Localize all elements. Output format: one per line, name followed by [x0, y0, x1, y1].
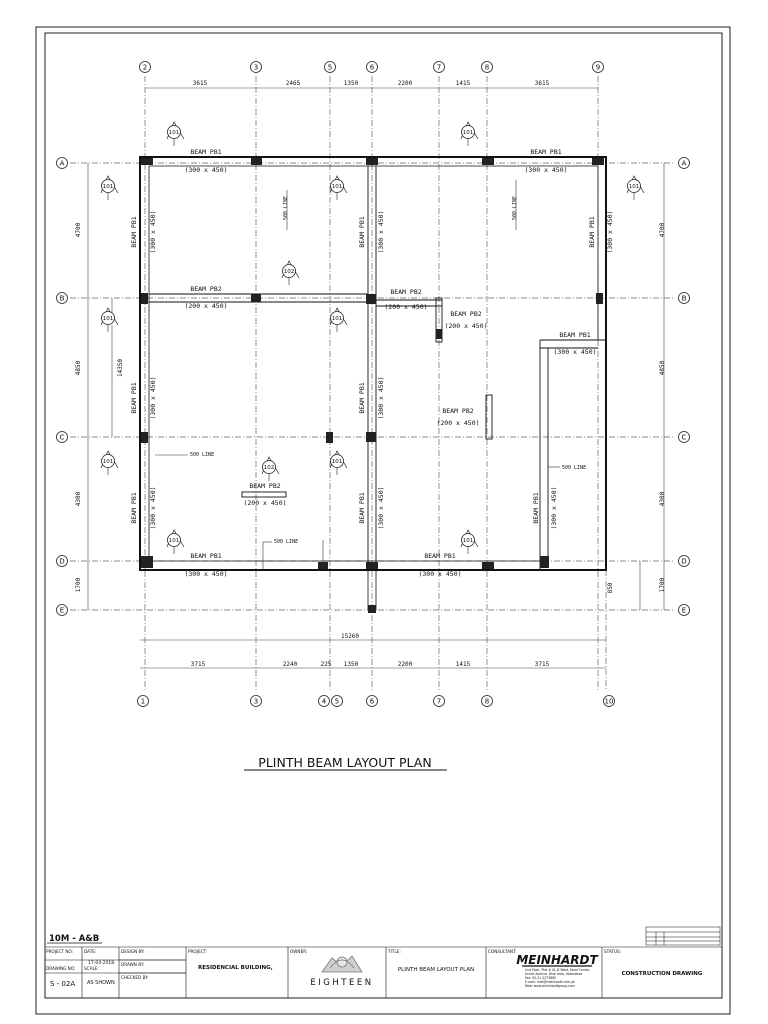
dim-top-3: 1350: [343, 80, 359, 87]
grid-bubble-bottom: [367, 696, 378, 707]
section-marker-label: 101: [102, 184, 114, 191]
section-marker: [262, 457, 279, 481]
grid-bubble-bottom: [332, 696, 343, 707]
owner-logo: [322, 956, 362, 972]
dim-bottom-7: 3715: [534, 661, 550, 668]
beam-outlines: [140, 157, 606, 610]
grid-bubble-row-right: [679, 605, 690, 616]
note-500-line: 500 LINE: [190, 452, 215, 458]
section-marker: [167, 530, 184, 554]
grid-bubble-row-right: [679, 293, 690, 304]
grid-bubble-top: [482, 62, 493, 73]
grid-bubble-row-right-label: E: [681, 606, 687, 615]
dim-right-2: 4850: [659, 360, 666, 376]
beam-size: (300 x 450): [149, 376, 157, 420]
line-notes: [190, 196, 586, 545]
beam-size: (300 x 450): [553, 348, 597, 356]
dim-bottom-1: 3715: [190, 661, 206, 668]
beam-label: BEAM PB1: [190, 148, 222, 156]
section-marker: [101, 176, 118, 200]
beam-label: BEAM PB2: [249, 482, 281, 490]
section-marker: [101, 451, 118, 475]
columns: [141, 158, 604, 613]
note-500-line: 500 LINE: [283, 195, 289, 221]
grid-bubble-top-label: 6: [369, 63, 375, 72]
beam-label: BEAM PB1: [130, 216, 138, 248]
status-label: STATUS:: [604, 949, 622, 954]
dim-bottom-6: 1415: [455, 661, 471, 668]
address-line: E-mail: mail@meinhardt.com.pk: [525, 980, 575, 984]
beam-size: (300 x 450): [184, 570, 228, 578]
date-label: DATE:: [84, 949, 97, 954]
grid-bubble-top: [434, 62, 445, 73]
top-grid-bubbles: [140, 62, 604, 73]
title-value: PLINTH BEAM LAYOUT PLAN: [397, 967, 475, 973]
address-line: Web: www.meinhardtgroup.com: [525, 984, 575, 988]
beam-size: (300 x 450): [377, 486, 385, 530]
beam-size: (300 x 450): [550, 486, 558, 530]
beam-label: BEAM PB1: [190, 552, 222, 560]
beam-label: BEAM PB2: [390, 288, 422, 296]
bottom-dimensions: [191, 633, 550, 668]
grid-bubble-row-right: [679, 158, 690, 169]
section-marker: [330, 451, 347, 475]
project-no-label: PROJECT NO:: [46, 949, 74, 954]
dim-left-4: 1700: [75, 577, 82, 593]
beam-label: BEAM PB2: [190, 285, 222, 293]
address-line: 2nd Floor, Plot # 41-D West, Fazal Centre,: [525, 968, 591, 972]
consultant-label: CONSULTANT:: [488, 949, 517, 954]
checked-by-label: CHECKED BY:: [121, 975, 149, 980]
section-marker-label: 101: [331, 316, 343, 323]
grid-bubble-bottom-label: 6: [369, 697, 375, 706]
grid-bubble-row-right: [679, 432, 690, 443]
grid-bubble-row-left-label: B: [59, 294, 65, 303]
section-marker-label: 101: [102, 459, 114, 466]
title-block-text: [46, 949, 703, 988]
beam-label: BEAM PB1: [588, 216, 596, 248]
beam-size: (300 x 450): [524, 166, 568, 174]
dim-right-1: 4700: [659, 222, 666, 238]
drawing-title: PLINTH BEAM LAYOUT PLAN: [258, 755, 432, 770]
section-marker-label: 101: [168, 130, 180, 137]
grid-bubble-row-left: [57, 432, 68, 443]
grid-bubble-row-left: [57, 293, 68, 304]
section-marker: [330, 308, 347, 332]
dim-left-2: 4850: [75, 360, 82, 376]
beam-size: (200 x 450): [444, 322, 488, 330]
grid-bubble-top: [367, 62, 378, 73]
dim-left-extra: 14350: [117, 358, 124, 378]
title-block: [45, 947, 722, 998]
address-line: Fax: 92-51-2273885: [525, 976, 557, 980]
grid-bubble-row-right: [679, 556, 690, 567]
grid-bubble-bottom: [251, 696, 262, 707]
beam-label: BEAM PB1: [130, 492, 138, 524]
beam-size: (300 x 450): [418, 570, 462, 578]
section-marker: [167, 122, 184, 146]
section-marker: [330, 176, 347, 200]
grid-bubble-bottom: [604, 696, 615, 707]
grid-bubble-row-left: [57, 556, 68, 567]
drawing-no-label: DRAWING NO:: [46, 966, 76, 971]
dim-overall: 15260: [340, 633, 360, 640]
dim-top-6: 3615: [534, 80, 550, 87]
section-marker-label: 101: [168, 538, 180, 545]
beam-size: (300 x 450): [377, 376, 385, 420]
dim-right-extra: 850: [607, 582, 614, 594]
grid-bubble-row-right-label: B: [681, 294, 687, 303]
project-value: RESIDENCIAL BUILDING,: [198, 965, 273, 971]
beam-label: BEAM PB1: [530, 148, 562, 156]
right-dimensions: [607, 222, 666, 593]
beam-size: (300 x 450): [377, 210, 385, 254]
grid-bubble-bottom-label: 3: [253, 697, 259, 706]
dim-top-5: 1415: [455, 80, 471, 87]
grid-bubble-top-label: 3: [253, 63, 259, 72]
grid-bubble-top: [593, 62, 604, 73]
consultant-logo: [516, 953, 598, 967]
grid-bubble-bottom-label: 1: [140, 697, 146, 706]
beam-label: BEAM PB1: [532, 492, 540, 524]
grid-bubble-row-right-label: A: [681, 159, 687, 168]
status-value: CONSTRUCTION DRAWING: [621, 971, 703, 977]
beam-size: (300 x 450): [606, 210, 614, 254]
top-dimensions: [193, 80, 550, 87]
grid-bubble-bottom: [138, 696, 149, 707]
dim-left-3: 4300: [75, 491, 82, 507]
beam-size: (300 x 450): [149, 210, 157, 254]
grid-lines: [70, 76, 675, 690]
dim-bottom-4: 1350: [343, 661, 359, 668]
section-marker: [461, 530, 478, 554]
drawing-no-value: S - 02A: [50, 980, 76, 988]
grid-bubble-row-left: [57, 605, 68, 616]
grid-bubble-row-left-label: D: [59, 557, 65, 566]
section-marker-label: 102: [283, 269, 295, 276]
grid-bubble-top-label: 9: [595, 63, 601, 72]
grid-bubble-row-right-label: D: [681, 557, 687, 566]
sheet-ref: 10M - A&B: [49, 934, 100, 944]
beam-size: (200 x 450): [384, 303, 428, 311]
beam-size: (300 x 450): [184, 166, 228, 174]
grid-bubble-bottom-label: 7: [436, 697, 442, 706]
section-marker-label: 102: [263, 465, 275, 472]
scale-value: AS SHOWN: [87, 980, 115, 986]
beam-label: BEAM PB1: [358, 492, 366, 524]
beam-label: BEAM PB1: [358, 382, 366, 414]
grid-bubble-bottom-label: 5: [334, 697, 340, 706]
grid-bubble-row-left: [57, 158, 68, 169]
grid-bubble-row-left-label: C: [59, 433, 65, 442]
grid-bubble-bottom-label: 8: [484, 697, 490, 706]
section-marker: [101, 308, 118, 332]
date-value: 17-04-2018: [88, 961, 115, 966]
grid-bubble-row-left-label: A: [59, 159, 65, 168]
beam-label: BEAM PB1: [424, 552, 456, 560]
grid-bubble-row-right-label: C: [681, 433, 687, 442]
drawn-by-label: DRAWN BY:: [121, 962, 145, 967]
dim-right-4: 1700: [659, 577, 666, 593]
owner-name: EIGHTEEN: [310, 978, 374, 988]
beam-size: (300 x 450): [149, 486, 157, 530]
section-marker-label: 101: [462, 130, 474, 137]
dim-right-3: 4300: [659, 491, 666, 507]
consultant-address: [524, 968, 590, 988]
beam-label: BEAM PB1: [559, 331, 591, 339]
beam-size: (200 x 450): [436, 419, 480, 427]
revision-table: [646, 927, 720, 945]
project-label: PROJECT:: [188, 949, 208, 954]
grid-bubble-bottom-label: 4: [321, 697, 327, 706]
section-marker: [627, 176, 644, 200]
dim-bottom-3: 225: [320, 661, 332, 668]
section-marker-label: 101: [331, 459, 343, 466]
consultant-logo-text: MEINHARDT: [516, 953, 598, 967]
grid-bubble-top: [325, 62, 336, 73]
owner-label: OWNER:: [290, 949, 308, 954]
section-marker-label: 101: [462, 538, 474, 545]
scale-label: SCALE:: [84, 966, 99, 971]
bottom-grid-bubbles: [138, 696, 615, 707]
grid-bubble-top: [251, 62, 262, 73]
beam-size: (200 x 450): [184, 302, 228, 310]
section-marker-label: 101: [628, 184, 640, 191]
section-marker-label: 101: [331, 184, 343, 191]
dim-bottom-2: 2240: [282, 661, 298, 668]
left-dimensions: [75, 222, 124, 592]
grid-bubble-top-label: 7: [436, 63, 442, 72]
dim-top-2: 2465: [285, 80, 301, 87]
grid-bubble-top: [140, 62, 151, 73]
grid-bubble-top-label: 8: [484, 63, 490, 72]
dim-bottom-5: 2200: [397, 661, 413, 668]
section-marker: [282, 261, 299, 285]
note-500-line: 500 LINE: [562, 465, 587, 471]
section-marker: [461, 122, 478, 146]
dim-top-1: 3615: [192, 80, 208, 87]
grid-bubble-bottom-label: 10: [604, 697, 614, 706]
beam-size: (200 x 450): [243, 499, 287, 507]
address-line: Jinnah Avenue, Blue Area, Islamabad: [525, 972, 582, 976]
section-marker-label: 101: [102, 316, 114, 323]
dim-left-1: 4700: [75, 222, 82, 238]
grid-bubble-row-left-label: E: [59, 606, 65, 615]
beam-label: BEAM PB1: [130, 382, 138, 414]
beam-label: BEAM PB2: [442, 407, 474, 415]
grid-bubble-bottom: [434, 696, 445, 707]
dim-top-4: 2200: [397, 80, 413, 87]
beam-label: BEAM PB2: [450, 310, 482, 318]
grid-bubble-top-label: 2: [142, 63, 148, 72]
title-label: TITLE:: [388, 949, 401, 954]
grid-bubble-bottom: [319, 696, 330, 707]
grid-bubble-bottom: [482, 696, 493, 707]
design-by-label: DESIGN BY:: [121, 949, 145, 954]
note-500-line: 500 LINE: [512, 195, 518, 221]
beam-label: BEAM PB1: [358, 216, 366, 248]
grid-bubble-top-label: 5: [327, 63, 333, 72]
note-500-line: 500 LINE: [274, 539, 299, 545]
